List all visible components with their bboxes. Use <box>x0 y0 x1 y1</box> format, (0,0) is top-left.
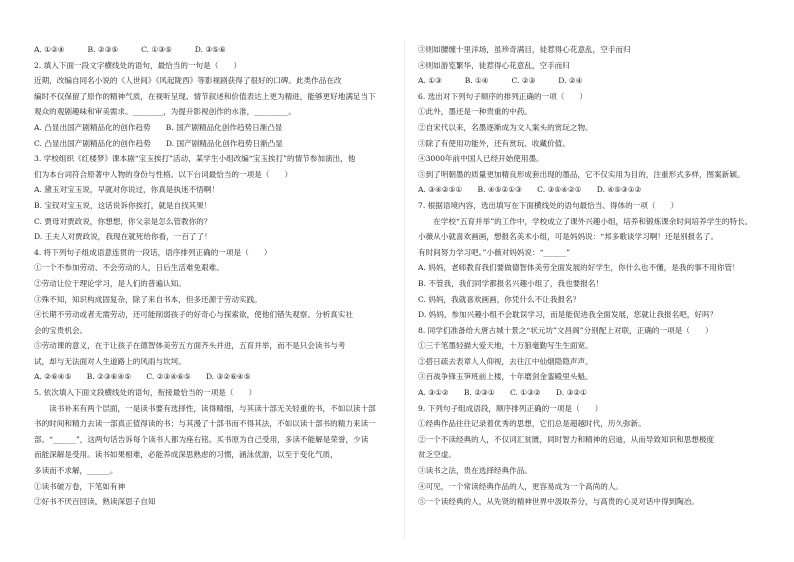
text-line: A. 凸显出国产剧精品化的创作趋势 B. 国产剧精品化创作趋势日渐凸显 <box>34 122 283 132</box>
text-line: 5. 依次填入下面文段横线处的语句，衔接最恰当的一项是（ ） <box>34 388 257 398</box>
text-line: ②自宋代以来，名墨逐渐成为文人案头的赏玩之物。 <box>418 122 593 132</box>
text-line: ③则如腰缠十里洋场，虽珍奇满目，徒惹得心花意乱，空手而归 <box>418 45 631 54</box>
text-line: 6. 选出对下列句子顺序的排列正确的一项（ ） <box>418 91 588 101</box>
text-line: 观众的观剧趣味和审美需求。________，为提升影视创作的水准，_________。 <box>34 107 296 117</box>
text-line: 会的宝贵机会。 <box>34 325 88 335</box>
text-line: ①读书破万卷，下笔如有神 <box>34 481 126 491</box>
text-line: C. 妈妈，我就喜欢画画，你凭什么不让我报名？ <box>418 294 581 304</box>
text-line: ①三千笔墨轻描大爱天地，十万狼毫勤写生生面宽。 <box>418 341 593 351</box>
text-line: ②搭日疏去表章人人仰视，去往江中仙烟隐隐声声。 <box>418 356 593 366</box>
text-line: ④3000年前中国人已经开始使用墨。 <box>418 154 544 164</box>
text-line: B. 不管我，我们同学都报名兴趣小组了，我也要报名！ <box>418 278 604 288</box>
text-line: ③殊不知，知识构成固复杂，除了来自书本，但多还源于劳动实践。 <box>34 294 262 304</box>
text-line: ③读书之法，贵在选择经典作品。 <box>418 466 532 476</box>
text-line: 多读而不求解，______。 <box>34 466 118 476</box>
text-line: A. 黛玉对宝玉说，早就对你说过，你真是执迷不悟啊！ <box>34 185 219 195</box>
text-line: 2. 填入下面一段文字横线处的语句，最恰当的一句是（ ） <box>34 60 242 70</box>
text-line: ①一个不参加劳动、不会劳动的人，日后生活难免艰难。 <box>34 263 224 273</box>
text-line: ②劳动让位于理论学习，是人们的普遍认知。 <box>34 278 186 288</box>
text-line: 读书补来有两个层面，一是读书要有选择性，读得精细，与其读十部无关轻重的书，不如以读十部 <box>34 403 376 413</box>
left-column <box>34 42 392 510</box>
text-line: A. ③①② B. ②③① C. ①③② D. ③②① <box>418 388 587 398</box>
text-line: ④则如游览繁华，徒惹得心花意乱，空手而归 <box>418 60 570 70</box>
text-line: 贫乏空虚。 <box>418 450 456 460</box>
text-line: 书的时间和精力去读一部真正值得读的书；与其漫了十部书而不得其法，不如以读十部书的精力来读一 <box>34 419 376 429</box>
text-line: ⑤一个读经典的人，从先贤的精神世界中汲取养分，与高贵的心灵对话中得到陶冶。 <box>418 497 699 507</box>
text-line: ④长期不劳动或者无需劳动，还可能削弱孩子的好奇心与探索欲，使他们错失观察、分析真实社 <box>34 310 353 320</box>
text-line: 7. 根据语境内容，选出填写在下面横线处的语句最恰当、得体的一项（ ） <box>418 200 679 210</box>
text-line: ①此外，墨还是一种贵重的中药。 <box>418 107 532 117</box>
text-line: D. 王夫人对贾政说，我现在就死给你看，一百了了！ <box>34 232 212 242</box>
text-line: A. ①②④ B. ②③⑤ C. ①③⑤ D. ③⑤⑥ <box>34 45 226 54</box>
text-line: 小薇从小就喜欢画画，想报名美术小组，可是妈妈说：“邦多歌谈学习啊！还是别报名了。 <box>418 232 719 242</box>
text-line: ③除了有使用功能外，还有赏玩、收藏价值。 <box>418 138 570 148</box>
text-line: A. ②⑥④⑤ B. ②③⑥④⑤ C. ②③④⑥⑤ D. ③②⑥④⑤ <box>34 372 251 382</box>
text-line: 而能深解是受用。读书如果相难，必能养成深思熟虑的习惯，涵泳优游，以至于变化气质， <box>34 450 338 460</box>
text-line: ⑤劳动课的意义，在于让孩子在德智体美劳五方面齐头并进，五育并举，而不是只会读书与考 <box>34 341 346 351</box>
text-line: 9. 下列句子组成语段，顺序排列正确的一项是（ ） <box>418 403 603 413</box>
text-line: D. 妈妈，参加兴趣小组不会耽误学习，而是能促进我全面发展，您就让我报名吧，好吗？ <box>418 310 718 320</box>
text-line: 部。“______”，这两句话告诉每个读书人都为座右铭。买书原为自己受用，多读不能解是荣誉，少读 <box>34 434 369 444</box>
text-line: 3. 学校组织《红楼梦》课本剧“宝玉挨打”活动，某学生小组改编“宝玉挨打”的情节参加演出，他 <box>34 154 356 164</box>
text-line: 8. 同学们准备给大唐古城十景之“状元坊”文昌阁”分别配上对联，正确的一项是（ ） <box>418 325 713 335</box>
text-line: 4. 将下列句子组成语意连贯的一段话，语序排列正确的一项是（ ） <box>34 247 272 257</box>
column-divider <box>404 40 405 540</box>
text-line: B. 宝钗对宝玉说，这话说诉你挨打，就是自找其果！ <box>34 200 212 210</box>
text-line: 们为本台词符合原著中人物的身份与性格。以下台词最恰当的一项是（ ） <box>34 169 293 179</box>
text-line: ⑤到了明朝墨的质量更加精良形成套出现的墨品，它不仅实用为目的，注重形式多样，图案新颖。 <box>418 169 745 179</box>
text-line: C. 贾母对贾政说，你想想，你父亲是怎么管教你的？ <box>34 216 212 226</box>
text-line: 试，却与无法面对人生道路上的风雨与坎坷。 <box>34 356 186 366</box>
text-line: 近期，改编自同名小说的《人世间》《风起陇西》等影视剧获得了很好的口碑。此类作品在改 <box>34 76 342 86</box>
right-column <box>418 42 776 510</box>
text-line: ③百战争锋玉笋班前上楼，十年磨剑金銮殿里头魁。 <box>418 372 593 382</box>
text-line: C. 凸显出国产剧精品化的创作趋势 D. 国产剧精品化创作趋势日渐凸显 <box>34 138 283 148</box>
text-line: A. 妈妈，老师教育我们要做德智体美劳全面发展的好学生，你什么也不懂，是我的事不用你管！ <box>418 263 740 273</box>
text-line: 在学校“五育并举”的工作中，学校成立了课外兴趣小组，培养和锻炼课余时间培养学生的特长。 <box>418 216 753 226</box>
text-line: A. ③④②⑤① B. ④⑤②①③ C. ③⑤④②① D. ④⑤③①② <box>418 185 642 195</box>
text-line: A. ①③ B. ①④ C. ②③ D. ②④ <box>418 76 583 86</box>
text-line: ②好书不厌百回读，熟读深思子自知 <box>34 497 156 507</box>
text-line: ②一个不读经典的人，不仅词汇贫匮，同时智力和精神的启迪，从而导致知识和思想极度 <box>418 434 715 444</box>
text-line: 编时不仅保留了原作的精神气质，在视听呈现、情节叙述和价值表达上更为精进，能够更好地满足当下 <box>34 91 376 101</box>
text-line: ④可见，一个常读经典作品的人，更容易成为一个高尚的人。 <box>418 481 624 491</box>
text-line: 有时间努力学习吧。”小薇对妈妈说：“______” <box>418 247 571 257</box>
text-line: ①经典作品往往记录着优秀的思想，它们总是超越时代，历久弥新。 <box>418 419 646 429</box>
